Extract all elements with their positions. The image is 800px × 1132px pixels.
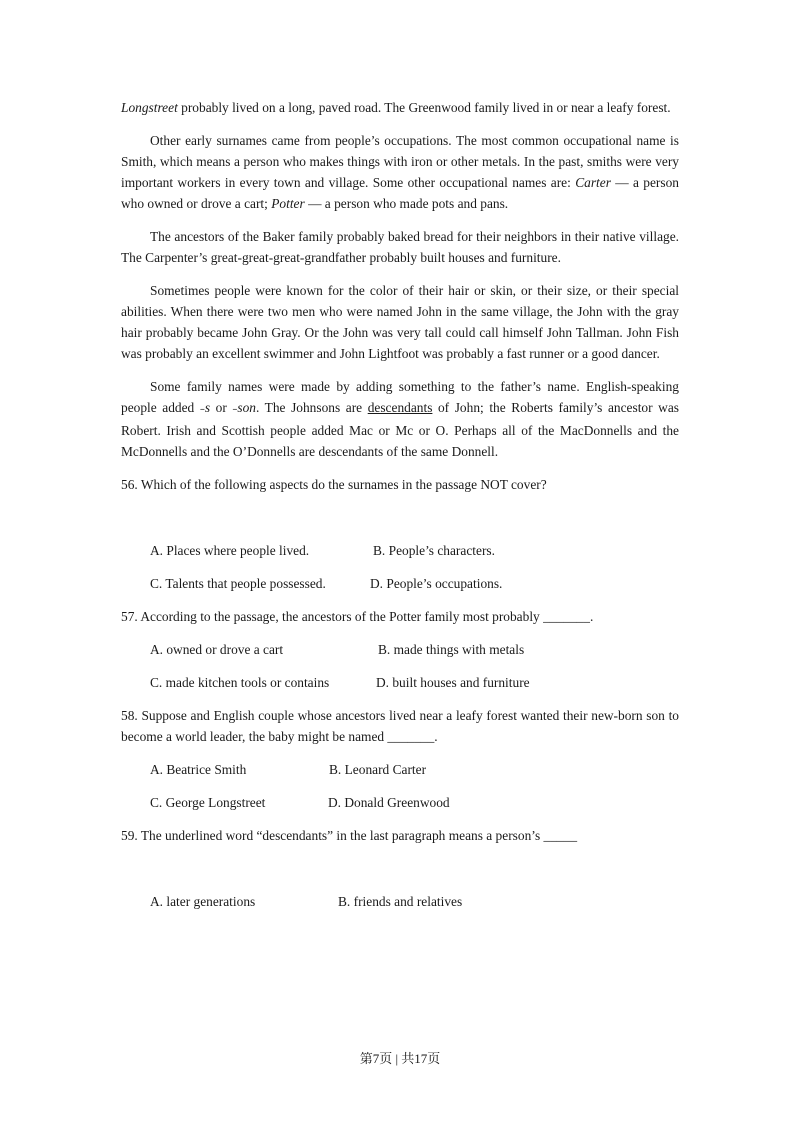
underlined-word: descendants xyxy=(367,400,433,415)
option-c: C. made kitchen tools or contains xyxy=(150,675,330,690)
passage-paragraph-3: The ancestors of the Baker family probably baked bread for their neighbors in their native village. The Carpenter’s great-great-great-grandfather probably built houses and furniture. xyxy=(121,229,679,265)
paragraph-text: Some family names were made by adding something to the father’s name. English-speaking people added xyxy=(121,379,679,415)
question-56-stem: 56. Which of the following aspects do the surnames in the passage NOT cover? xyxy=(121,477,547,492)
question-58-stem: 58. Suppose and English couple whose ancestors lived near a leafy forest wanted their new-born son to become a world leader, the baby might be named _______. xyxy=(121,708,679,744)
suffix-dash: – xyxy=(199,404,205,415)
paragraph-text: Other early surnames came from people’s occupations. The most common occupational name is Smith, which means a person who makes things with iron or other metals. In the past, smiths were very important workers in every town and village. Some other occupational names are: xyxy=(121,133,679,190)
italic-surname: Longstreet xyxy=(121,100,178,115)
question-56-options-row-2 xyxy=(150,573,679,594)
question-57-stem: 57. According to the passage, the ancestors of the Potter family most probably _______. xyxy=(121,609,594,624)
suffix-s: s xyxy=(204,400,211,415)
page-content xyxy=(121,97,679,924)
paragraph-text: or xyxy=(210,400,233,415)
option-b: B. made things with metals xyxy=(378,642,525,657)
question-59-stem: 59. The underlined word “descendants” in the last paragraph means a person’s _____ xyxy=(121,828,578,843)
paragraph-text: — a person who made pots and pans. xyxy=(304,196,509,211)
paragraph-text: probably lived on a long, paved road. The Greenwood family lived in or near a leafy forest. xyxy=(177,100,671,115)
italic-surname: Carter xyxy=(575,175,611,190)
option-c: C. Talents that people possessed. xyxy=(150,576,326,591)
passage-paragraph-4: Sometimes people were known for the color of their hair or skin, or their size, or their special abilities. When there were two men who were named John in the same village, the John with the gray hair probably became John Gray. Or the John was very tall could call himself John Tallman. John Fish was probably an excellent swimmer and John Lightfoot was probably a fast runner or a good dancer. xyxy=(121,283,679,361)
suffix-dash: – xyxy=(232,404,238,415)
option-d: D. Donald Greenwood xyxy=(328,795,450,810)
question-57-options-row-1 xyxy=(150,639,679,660)
paragraph-text: — a person who owned or drove a cart; xyxy=(121,175,679,211)
option-a: A. owned or drove a cart xyxy=(150,642,284,657)
option-a: A. Places where people lived. xyxy=(150,543,310,558)
option-a: A. later generations xyxy=(150,894,256,909)
option-c: C. George Longstreet xyxy=(150,795,266,810)
question-56-options-row-1 xyxy=(150,540,679,561)
suffix-son: son xyxy=(237,400,256,415)
paragraph-text: of John; the Roberts family’s ancestor was Robert. Irish and Scottish people added Mac or Mc or O. Perhaps all of the MacDonnells and the McDonnells and the O’Donnells are descendants of the same Donnell. xyxy=(121,400,679,459)
paragraph-text: . The Johnsons are xyxy=(255,400,368,415)
passage-paragraph-1 xyxy=(121,97,679,118)
option-d: D. built houses and furniture xyxy=(376,675,530,690)
passage-paragraph-2 xyxy=(121,130,679,214)
italic-surname: Potter xyxy=(271,196,305,211)
passage-paragraph-5 xyxy=(121,376,679,462)
question-57-options-row-2 xyxy=(150,672,679,693)
option-b: B. Leonard Carter xyxy=(329,762,427,777)
option-d: D. People’s occupations. xyxy=(370,576,503,591)
page-footer: 第7页 | 共17页 xyxy=(359,1051,441,1066)
question-58-options-row-2 xyxy=(150,792,679,813)
question-59-options-row-1 xyxy=(150,891,679,912)
option-b: B. friends and relatives xyxy=(338,894,463,909)
option-b: B. People’s characters. xyxy=(373,543,495,558)
option-a: A. Beatrice Smith xyxy=(150,762,247,777)
question-58-options-row-1 xyxy=(150,759,679,780)
